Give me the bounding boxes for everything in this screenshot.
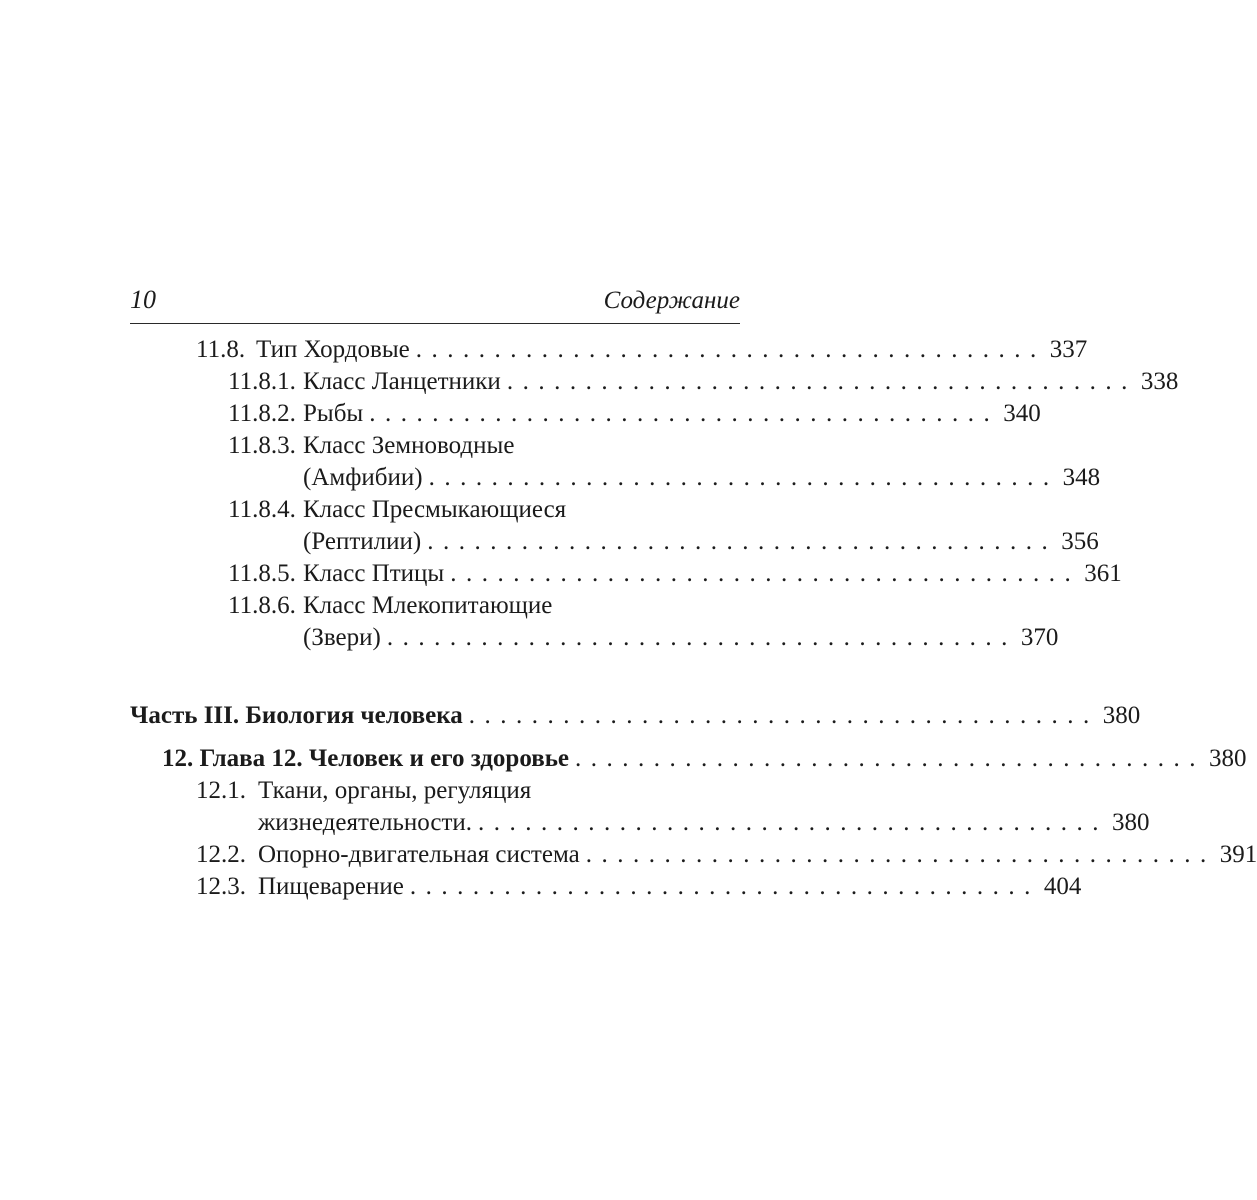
running-header: [130, 283, 740, 324]
toc-number: 11.8.5.: [228, 560, 296, 587]
toc-entry-11-8-6: [228, 590, 552, 622]
toc-page: 361: [1084, 560, 1122, 587]
dot-leader: ........................................: [427, 528, 1058, 555]
toc-entry-11-8-5: [228, 558, 1122, 590]
toc-page: 391: [1219, 841, 1257, 868]
toc-entry-12-1-cont: [258, 807, 1150, 839]
dot-leader: ........................................: [428, 464, 1059, 491]
toc-number: 11.8.6.: [228, 592, 296, 619]
toc-title-continuation: жизнедеятельности.: [258, 809, 473, 836]
toc-title: Класс Птицы: [303, 560, 445, 587]
dot-leader: ........................................: [575, 745, 1206, 772]
page-number: 10: [130, 285, 156, 314]
toc-number: 12.2.: [196, 841, 246, 868]
toc-page: 404: [1043, 873, 1082, 900]
toc-title: Класс Земноводные: [303, 432, 515, 459]
toc-chapter-title: 12. Глава 12. Человек и его здоровье: [162, 745, 570, 772]
toc-number: 11.8.1.: [228, 368, 296, 395]
toc-page: 380: [1102, 702, 1141, 729]
toc-page: 348: [1062, 464, 1101, 491]
dot-leader: ........................................: [415, 336, 1046, 363]
toc-entry-11-8-2: [228, 398, 1041, 430]
dot-leader: ........................................: [506, 368, 1137, 395]
toc-number: 12.3.: [196, 873, 246, 900]
running-title: Содержание: [603, 287, 740, 314]
toc-title: Ткани, органы, регуляция: [258, 777, 532, 804]
toc-title: Класс Ланцетники: [303, 368, 501, 395]
toc-title: Пищеварение: [258, 873, 404, 900]
toc-title: Тип Хордовые: [256, 336, 410, 363]
dot-leader: ........................................: [386, 624, 1017, 651]
toc-entry-chapter-12: [162, 743, 1247, 775]
toc-entry-11-8-3-cont: [303, 462, 1101, 494]
toc-page: 380: [1112, 809, 1150, 836]
toc-page: 340: [1003, 400, 1041, 427]
toc-number: 11.8.4.: [228, 496, 296, 523]
toc-entry-11-8: [196, 334, 1088, 366]
toc-part-title: Часть III. Биология человека: [130, 702, 463, 729]
toc-title: Опорно-двигательная система: [258, 841, 580, 868]
toc-entry-11-8-1: [228, 366, 1179, 398]
toc-title: Рыбы: [303, 400, 364, 427]
toc-entry-12-1: [196, 775, 531, 807]
toc-entry-part-3: [130, 700, 1141, 732]
toc-entry-11-8-3: [228, 430, 514, 462]
toc-entry-12-3: [196, 871, 1082, 903]
toc-number: 11.8.: [196, 336, 246, 363]
toc-entry-11-8-6-cont: [303, 622, 1059, 654]
toc-page: 337: [1049, 336, 1088, 363]
toc-page: 356: [1061, 528, 1099, 555]
dot-leader: ........................................: [585, 841, 1216, 868]
dot-leader: ........................................: [369, 400, 1000, 427]
toc-title-continuation: (Рептилии): [303, 528, 422, 555]
toc-entry-11-8-4: [228, 494, 566, 526]
dot-leader: ........................................: [409, 873, 1040, 900]
toc-title-continuation: (Звери): [303, 624, 381, 651]
dot-leader: ........................................: [450, 560, 1081, 587]
toc-page: 338: [1140, 368, 1179, 395]
toc-page: 370: [1020, 624, 1059, 651]
dot-leader: ........................................: [468, 702, 1099, 729]
toc-number: 11.8.3.: [228, 432, 296, 459]
toc-title: Класс Пресмыкающиеся: [303, 496, 567, 523]
toc-entry-12-2: [196, 839, 1257, 871]
toc-number: 12.1.: [196, 777, 246, 804]
toc-entry-11-8-4-cont: [303, 526, 1099, 558]
toc-number: 11.8.2.: [228, 400, 296, 427]
dot-leader: ........................................: [478, 809, 1109, 836]
toc-title-continuation: (Амфибии): [303, 464, 423, 491]
toc-page: 380: [1209, 745, 1247, 772]
toc-title: Класс Млекопитающие: [303, 592, 553, 619]
